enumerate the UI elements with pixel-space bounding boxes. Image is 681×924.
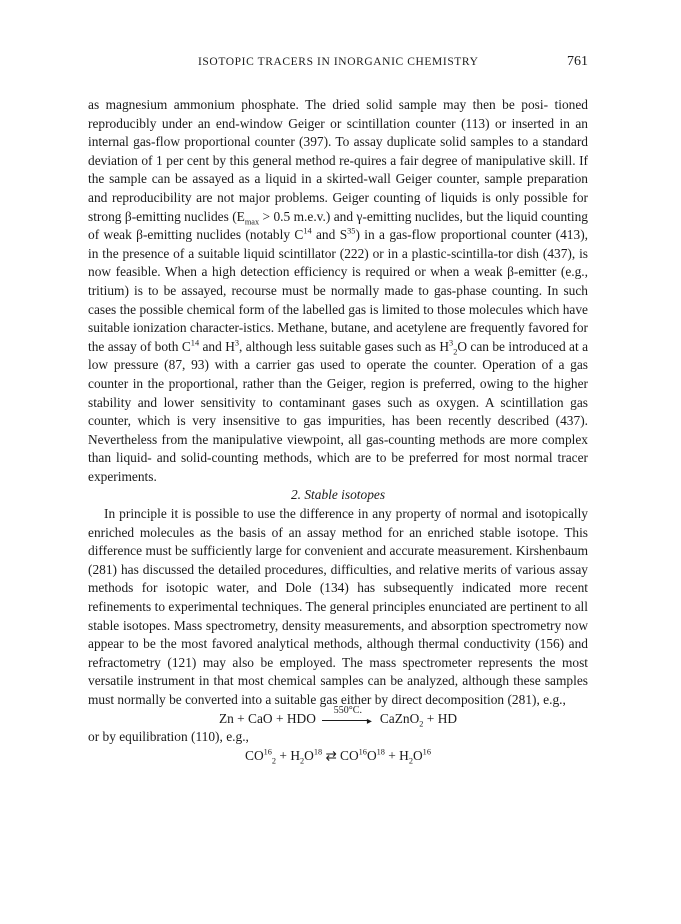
formula-part: O: [366, 747, 377, 763]
subscript: 2: [453, 347, 458, 357]
superscript: 16: [263, 747, 272, 757]
formula-part: CO: [245, 747, 264, 763]
section-heading: 2. Stable isotopes: [290, 487, 386, 503]
subscript: 2: [408, 756, 413, 766]
text-run: > 0.5 m.e.v.) and γ-emitting nuclides, but the liquid counting of weak β-emitting nuclides (notably C: [88, 208, 588, 243]
superscript: 16: [422, 747, 431, 757]
equation-reactants: Zn + CaO + HDO: [218, 710, 316, 726]
isotope-script: [449, 338, 457, 357]
superscript: 16: [358, 747, 367, 757]
formula-part: + H: [276, 747, 300, 763]
formula-part: O: [304, 747, 314, 763]
page-header: [88, 52, 588, 72]
paragraph-radioactive-counting: [88, 96, 588, 486]
running-head: ISOTOPIC TRACERS IN INORGANIC CHEMISTRY: [198, 56, 479, 68]
subscript: 2: [419, 719, 424, 729]
equation-lead-text: or by equilibration (110), e.g.,: [88, 729, 249, 745]
isotope-script: [264, 747, 276, 766]
superscript: 3: [234, 338, 240, 348]
formula-part: + H: [384, 747, 409, 763]
equation-equilibration: [88, 747, 588, 766]
superscript: 18: [376, 747, 385, 757]
superscript: 35: [347, 226, 356, 236]
subscript: max: [244, 217, 260, 227]
reaction-arrow-icon: [322, 704, 374, 727]
text-run: O can be introduced at a low pressure (87, 93) with a carrier gas used to operate the counter. Operation of a gas counter in the proportional, rather than the Geiger, region is preferred, owing to the higher stability and lower sensitivity to contaminant gases such as oxygen. A scintillation gas counter, which is very insensitive to gas impurities, has been recently described (437). Nevertheless from the manipulative viewpoint, all gas-counting methods are more complex than liquid- and solid-counting methods, which are to be preferred for most normal tracer experiments.: [88, 338, 589, 484]
superscript: 18: [313, 747, 323, 757]
text-run: tioned reproducibly under an end-window Geiger or scintillation counter (113) or inserted in an internal gas-flow proportional counter (397). To assay duplicate solid samples to a standard deviation of 1 per cent by this general method re-quires a fair degree of manipulative skill. If the sample can be assayed as a liquid in a skirted-wall Geiger counter, sample preparation and reproducibility are not major problems. Geiger counting of liquids is only possible for strong β-emitting nuclides (E: [88, 97, 588, 224]
text-run: and S: [311, 227, 348, 243]
superscript: 3: [449, 338, 454, 348]
equation-product: + HD: [423, 710, 458, 726]
subscript: 2: [271, 756, 277, 766]
equation-decomposition: [88, 704, 588, 729]
text-run: , although less suitable gases such as H: [239, 338, 450, 354]
formula-part: ⇄ CO: [322, 747, 359, 763]
superscript: 14: [303, 226, 312, 236]
text-run: as magnesium ammonium phosphate. The dried solid sample may then be posi-: [88, 97, 549, 112]
arrow-line: [322, 720, 368, 721]
subscript: 2: [300, 756, 305, 766]
reaction-condition: 550°C.: [333, 704, 362, 716]
body-text: [88, 96, 588, 765]
text-run: and H: [199, 338, 235, 354]
paragraph-stable-isotopes: In principle it is possible to use the difference in any property of normal and isotopically enriched molecules as the basis of an assay method for an enriched stable isotope. This difference must be sufficiently large for convenient and accurate measurement. Kirshenbaum (281) has discussed the detailed procedures, difficulties, and relative merits of various assay methods for isotopic water, and Dole (134) has subsequently indicated more recent refinements to experimental techniques. The general principles enunciated are pertinent to all stable isotopes. Mass spectrometry, density measurements, and absorption spectrometry now appear to be the most favored analytical methods, although thermal conductivity (156) and refractometry (121) may also be employed. The mass spectrometer represents the most versatile instrument in that most chemical samples can be analyzed, although these samples must normally be converted into a suitable gas either by direct decomposition (281), e.g.,: [88, 506, 588, 707]
text-run: ) in a gas-flow proportional counter (413), in the presence of a suitable liquid scintillator (222) or in a plastic-scintilla-tor dish (437), is now feasible. When a high detection efficiency is required or when a weak β-emitter (e.g., tritium) is to be assayed, recourse must be normally made to gas-phase counting. In such cases the possible chemical form of the labelled gas is limited to those molecules which have suitable ionization character-istics. Methane, butane, and acetylene are frequently favored for the assay of both C: [88, 227, 588, 354]
superscript: 14: [190, 338, 200, 348]
formula-part: O: [413, 747, 423, 763]
page-number: 761: [567, 54, 588, 69]
equation-product: CaZnO: [379, 710, 420, 726]
arrow-head: ▸: [366, 715, 372, 727]
